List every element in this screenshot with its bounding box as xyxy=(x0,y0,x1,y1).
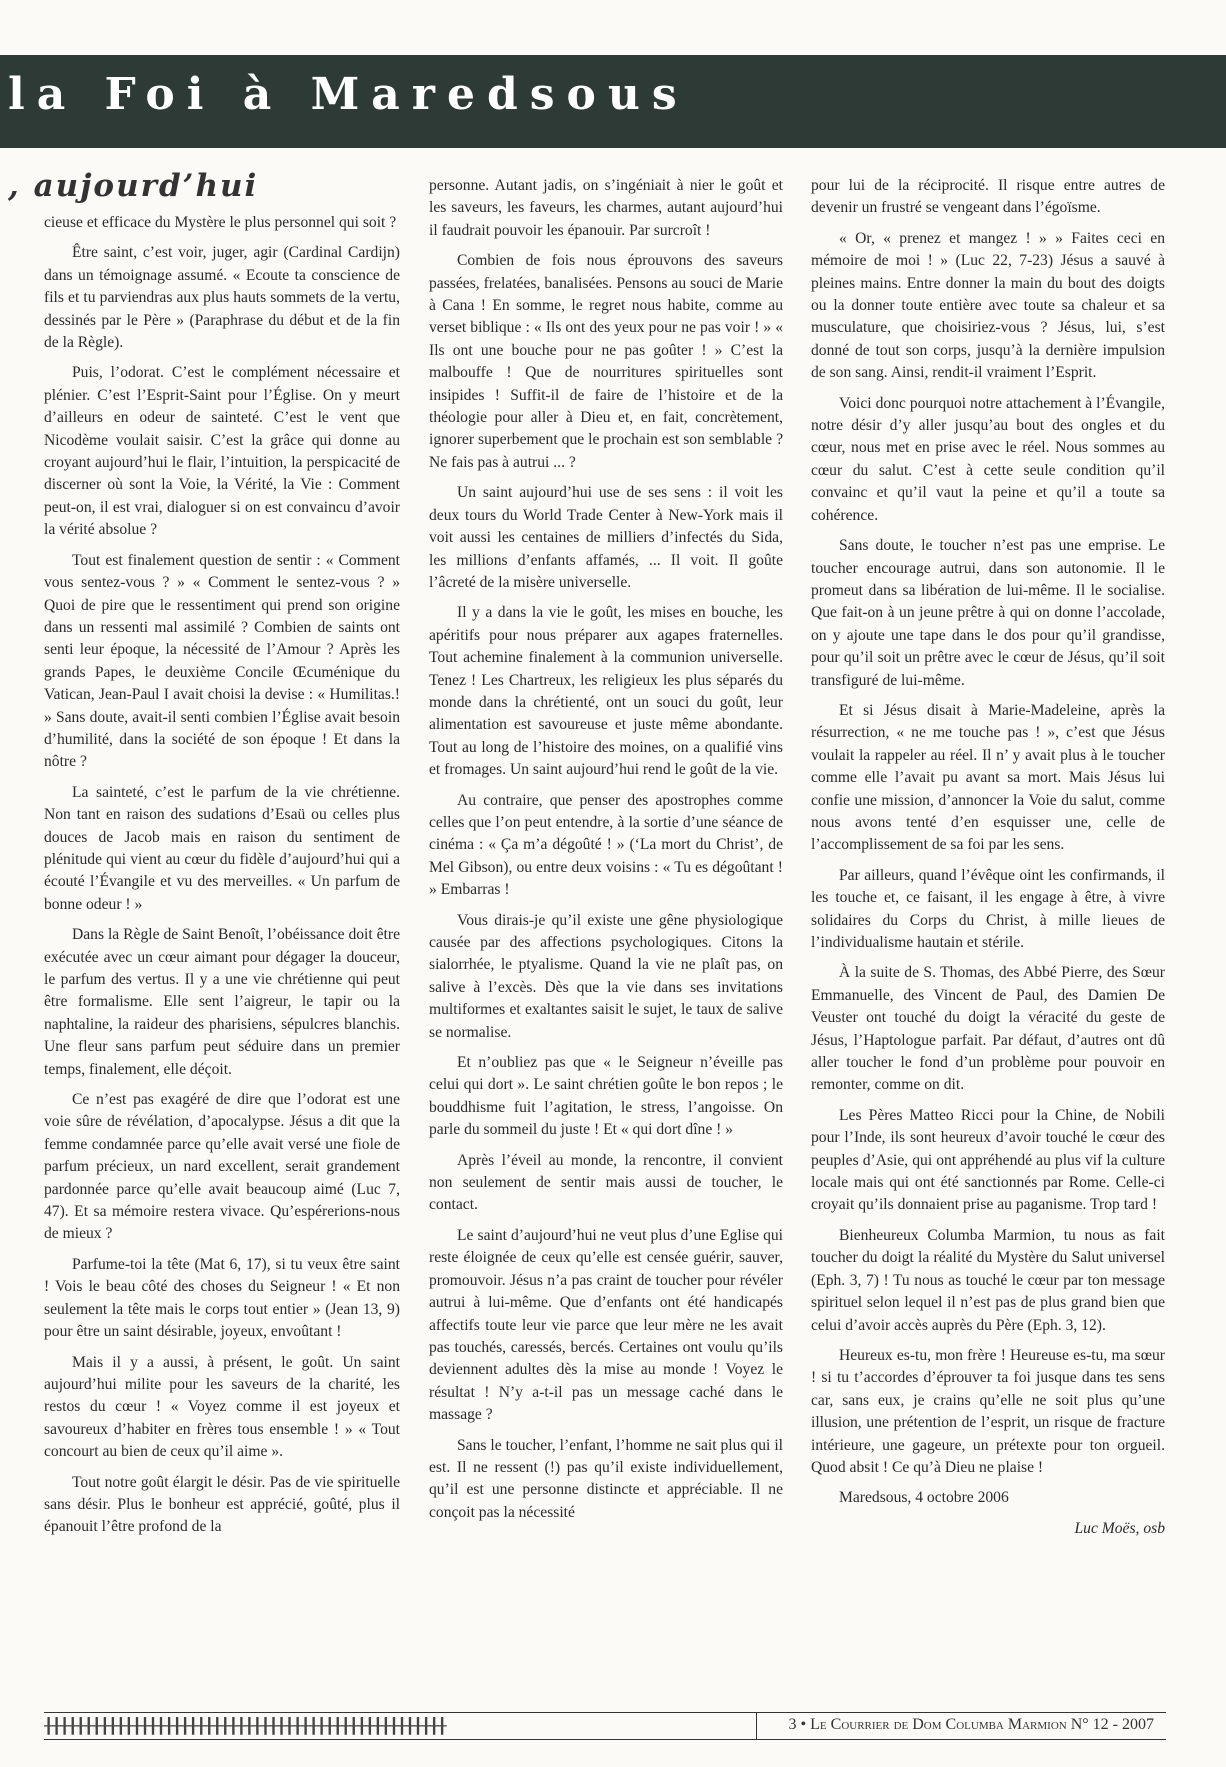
paragraph: Les Pères Matteo Ricci pour la Chine, de Nobili pour l’Inde, ils sont heureux d’avoir touché le cœur des peuples d’Asie, qui ont appréhendé au plus vif la culture locale mais qui ont été sanctionnés par Rome. Celle-ci croyait qu’ils donnaient prise au paganisme. Trop tard ! xyxy=(811,1106,1165,1214)
paragraph: Tout notre goût élargit le désir. Pas de vie spirituelle sans désir. Plus le bonheur est apprécié, goûté, plus il épanouit l’être profond de la xyxy=(44,1473,400,1536)
page-title: la Foi à Maredsous xyxy=(8,69,689,120)
paragraph: Sans doute, le toucher n’est pas une emprise. Le toucher encourage autrui, dans son autonomie. Il le promeut dans sa libération de lui-même. Il le socialise. Que fait-on à un jeune prêtre à qui on donne l’accolade, on y ajoute une tape dans le dos pour qu’il grandisse, pour qu’il soit un prêtre avec le cœur de Jésus, qu’il soit transfiguré de lui-même. xyxy=(811,537,1165,689)
paragraph: cieuse et efficace du Mystère le plus personnel qui soit ? xyxy=(44,214,397,231)
paragraph: Sans le toucher, l’enfant, l’homme ne sait plus qui il est. Il ne ressent (!) pas qu’il existe individuellement, qu’il est une personne distincte et appréciable. Il ne conçoit pas la nécessité xyxy=(429,1436,783,1521)
header-band xyxy=(0,55,1226,148)
paragraph: Ce n’est pas exagéré de dire que l’odorat est une voie sûre de révélation, d’apocalypse. Jésus a dit que la femme condamnée parce qu’elle avait versé une fiole de parfum précieux, un nard excellent, serait grandement pardonnée parce qu’elle avait beaucoup aimé (Luc 7, 47). Et sa mémoire restera vivace. Qu’espérerions-nous de mieux ? xyxy=(44,1091,400,1243)
paragraph: Combien de fois nous éprouvons des saveurs passées, frelatées, banalisées. Pensons au souci de Marie à Cana ! En somme, le regret nous habite, comme au verset biblique : « Ils ont des yeux pour ne pas voir ! » « Ils ont une bouche pour ne pas goûter ! » C’est la malbouffe ! Que de nourritures spirituelles sont insipides ! Suffit-il de faire de l’histoire et de la théologie pour aller à Dieu et, en fait, concrètement, ignorer superbement que le prochain est son semblable ? Ne fais pas à autrui ... ? xyxy=(429,252,783,471)
paragraph: Il y a dans la vie le goût, les mises en bouche, les apéritifs pour nous préparer aux agapes fraternelles. Tout achemine finalement à la communion universelle. Tenez ! Les Chartreux, les religieux les plus séparés du monde dans la chrétienté, ont un souci du goût, leur alimentation est savoureuse et juste même abondante. Tout au long de l’histoire des moines, on a qualifié vins et fromages. Un saint aujourd’hui rend le goût de la vie. xyxy=(429,604,783,779)
paragraph: Dans la Règle de Saint Benoît, l’obéissance doit être exécutée avec un cœur aimant pour dégager la douceur, le parfum des vertus. Il y a une vie chrétienne qui peut être formalisme. Elle sent l’aigreur, le tapir ou la naphtaline, la raideur des pharisiens, sépulcres blanchis. Une fleur sans parfum peut séduire dans un premier temps, finalement, elle déçoit. xyxy=(44,926,400,1078)
footer-divider xyxy=(756,1713,757,1739)
paragraph: Puis, l’odorat. C’est le complément nécessaire et plénier. C’est l’Esprit-Saint pour l’Église. On y meurt d’ailleurs en odeur de sainteté. C’est le vent que Nicodème voulait saisir. C’est la grâce qui donne au croyant aujourd’hui le flair, l’intuition, la perspicacité de discerner où sont la Voie, la Vérité, la Vie : Comment peut-on, il est vrai, dialoguer si on est convaincu d’avoir la vérité absolue ? xyxy=(44,364,400,539)
paragraph: personne. Autant jadis, on s’ingéniait à nier le goût et les saveurs, les faveurs, les charmes, autant aujourd’hui il faudrait pouvoir les épanouir. Par surcroît ! xyxy=(429,177,783,239)
article-column-1 xyxy=(44,212,400,1547)
paragraph: pour lui de la réciprocité. Il risque entre autres de devenir un frustré se vengeant dans l’égoïsme. xyxy=(811,177,1165,217)
article-subtitle: , aujourd’hui xyxy=(8,168,259,204)
dateline: Maredsous, 4 octobre 2006 xyxy=(839,1489,1009,1507)
author-signature: Luc Moës, osb xyxy=(1074,1519,1165,1537)
paragraph: À la suite de S. Thomas, des Abbé Pierre, des Sœur Emmanuelle, des Vincent de Paul, des Damien De Veuster ont touché du doigt la véracité du geste de Jésus, l’Haptologue parfait. Par défaut, d’autres ont dû aller toucher le fond d’un problème pour pouvoir en remonter, comme on dit. xyxy=(811,964,1165,1094)
paragraph: Le saint d’aujourd’hui ne veut plus d’une Eglise qui reste éloignée de ceux qu’elle est censée guérir, sauver, promouvoir. Jésus n’a pas craint de toucher pour révéler autrui à lui-même. Que d’enfants ont été handicapés affectifs toute leur vie parce que leur mère ne les avait pas touchés, caressés, bercés. Certaines ont voulu qu’ils deviennent adultes dès la mise au monde ! Voyez le résultat ! N’y a-t-il pas un message caché dans le massage ? xyxy=(429,1226,783,1424)
paragraph: Tout est finalement question de sentir : « Comment vous sentez-vous ? » « Comment le sentez-vous ? » Quoi de pire que le ressentiment qui prend son origine dans un ressenti mal assimilé ? Combien de saints ont senti leur époque, la nécessité de l’Amour ? Après les grands Papes, le deuxième Concile Œcuménique du Vatican, Jean-Paul I avait choisi la devise : « Humilitas.! » Sans doute, avait-il senti combien l’Église avait besoin d’humilité, dans la société de son époque ! Et dans la nôtre ? xyxy=(44,551,400,771)
paragraph: Et si Jésus disait à Marie-Madeleine, après la résurrection, « ne me touche pas ! », c’est que Jésus voulait la rappeler au réel. Il n’ y avait plus à le toucher comme elle l’avait pu avant sa mort. Mais Jésus lui confie une mission, d’annoncer la Voie du salut, comme nous avons tenté d’en esquisser une, celle de l’accomplissement de sa foi par les sens. xyxy=(811,701,1165,854)
paragraph: Parfume-toi la tête (Mat 6, 17), si tu veux être saint ! Vois le beau côté des choses du Seigneur ! « Et non seulement la tête mais le corps tout entier » (Jean 13, 9) pour être un saint désirable, joyeux, envoûtant ! xyxy=(44,1255,400,1341)
paragraph: Voici donc pourquoi notre attachement à l’Évangile, notre désir d’y aller jusqu’au bout des ongles et du cœur, nous met en prise avec le réel. Nous sommes au cœur du salut. C’est à cette seule condition qu’il convainc et qu’il vaut la peine et qu’il a toute sa cohérence. xyxy=(811,394,1165,524)
paragraph: Un saint aujourd’hui use de ses sens : il voit les deux tours du World Trade Center à New-York mais il voit aussi les centaines de milliers d’infectés du Sida, les millions d’enfants affamés, ... Il voit. Il goûte l’âcreté de la misère universelle. xyxy=(429,484,783,591)
paragraph: Au contraire, que penser des apostrophes comme celles que l’on peut entendre, à la sortie d’une séance de cinéma : « Ça m’a dégoûté ! » (‘La mort du Christ’, de Mel Gibson), ou entre deux voisins : « Tu es dégoûtant ! » Embarras ! xyxy=(429,791,783,899)
article-column-3 xyxy=(811,175,1165,1540)
paragraph: « Or, « prenez et mangez ! » » Faites ceci en mémoire de moi ! » (Luc 22, 7-23) Jésus a sauvé à pleines mains. Entre donner la main du bout des doigts ou la donner toute entière avec toute sa chaleur et sa musculature, que choisiriez-vous ? Jésus, lui, s’est donné de tout son corps, jusqu’à la dernière impulsion de son sang. Ainsi, rendit-il vraiment l’Esprit. xyxy=(811,229,1165,382)
paragraph: Être saint, c’est voir, juger, agir (Cardinal Cardijn) dans un témoignage assumé. « Ecoute ta conscience de fils et tu parviendras aux plus hauts sommets de la vertu, dessinés par le Père » (Paraphrase du début et de la fin de la Règle). xyxy=(44,244,400,352)
decorative-cross-border: ╂╂╂╂╂╂╂╂╂╂╂╂╂╂╂╂╂╂╂╂╂╂╂╂╂╂╂╂╂╂╂╂╂╂╂╂╂╂╂╂╂╂╂╂╂╂╂╂╂╂ xyxy=(44,1717,446,1735)
page-footer xyxy=(44,1712,1166,1740)
paragraph: Bienheureux Columba Marmion, tu nous as fait toucher du doigt la réalité du Mystère du Salut universel (Eph. 3, 7) ! Tu nous as touché le cœur par ton message spirituel selon lequel il n’est pas de plus grand bien que celui d’avoir accès auprès du Père (Eph. 3, 12). xyxy=(811,1226,1165,1334)
paragraph: Et n’oubliez pas que « le Seigneur n’éveille pas celui qui dort ». Le saint chrétien goûte le bon repos ; le bouddhisme fuit l’agitation, le stress, l’angoisse. On parle du sommeil du juste ! Et « qui dort dîne ! » xyxy=(429,1054,783,1139)
paragraph: Vous dirais-je qu’il existe une gêne physiologique causée par des affections psychologiques. Citons la sialorrhée, le ptyalisme. Quand la vie ne plaît pas, on salive à l’excès. Dès que la vie dans ses invitations multiformes et exaltantes saisit le sujet, le taux de salive se normalise. xyxy=(429,911,783,1041)
article-column-2 xyxy=(429,175,783,1532)
paragraph: Par ailleurs, quand l’évêque oint les confirmands, il les touche et, ce faisant, il les engage à être, à vivre solidaires du Corps du Christ, à mille lieues de l’individualisme hautain et stérile. xyxy=(811,866,1165,951)
paragraph: Après l’éveil au monde, la rencontre, il convient non seulement de sentir mais aussi de toucher, le contact. xyxy=(429,1151,783,1214)
publication-info: 3 • Le Courrier de Dom Columba Marmion N° 12 - 2007 xyxy=(788,1716,1154,1733)
paragraph: La sainteté, c’est le parfum de la vie chrétienne. Non tant en raison des sudations d’Esaü ou celles plus douces de Jacob mais en raison du sentiment de plénitude qui vient au cœur du fidèle d’aujourd’hui qui a écouté l’Évangile et vu des merveilles. « Un parfum de bonne odeur ! » xyxy=(44,783,400,913)
paragraph: Heureux es-tu, mon frère ! Heureuse es-tu, ma sœur ! si tu t’accordes d’éprouver ta foi jusque dans tes sens car, sans eux, je crains qu’elle ne soit plus qu’une illusion, une prétention de l’esprit, un risque de fracture intérieure, une gageure, un prétexte pour ton orgueil. Quod absit ! Ce qu’à Dieu ne plaise ! xyxy=(811,1346,1165,1476)
paragraph: Mais il y a aussi, à présent, le goût. Un saint aujourd’hui milite pour les saveurs de la charité, les restos du cœur ! « Voyez comme il est joyeux et savoureux d’habiter en frères tous ensemble ! » « Tout concourt au bien de ceux qu’il aime ». xyxy=(44,1353,400,1461)
